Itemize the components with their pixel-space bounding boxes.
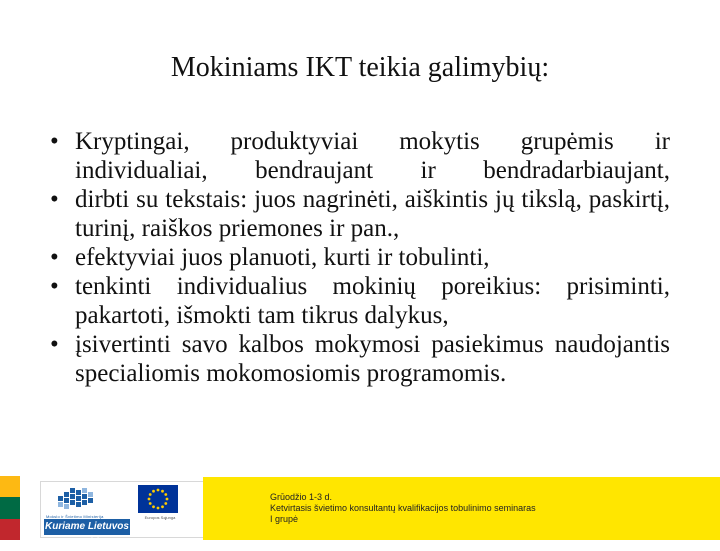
bullet-icon: • xyxy=(50,186,59,213)
bullet-text: tenkinti individualius mokinių poreikius: prisiminti, pakartoti, išmokti tam tikrus dalykus, xyxy=(75,273,670,329)
ministry-logo-slogan: Kuriame Lietuvos ateitį xyxy=(45,521,129,548)
bullet-item xyxy=(50,330,670,388)
footer-line-date: Grūodžio 1-3 d. xyxy=(270,492,333,502)
footer-line-group: I grupė xyxy=(270,514,299,524)
flag-stripe-red xyxy=(0,519,20,540)
footer-line-seminar: Ketvirtasis švietimo konsultantų kvalifikacijos tobulinimo seminaras xyxy=(270,503,536,513)
bullet-list xyxy=(50,127,670,388)
bullet-item xyxy=(50,127,670,185)
flag-stripe-yellow xyxy=(0,476,20,497)
bullet-item xyxy=(50,185,670,243)
bullet-icon: • xyxy=(50,273,59,300)
flag-stripe-green xyxy=(0,497,20,518)
eu-caption: Europos Sąjunga xyxy=(144,515,176,520)
bullet-item xyxy=(50,272,670,330)
bullet-text: įsivertinti savo kalbos mokymosi pasiekimus naudojantis specialiomis mokomosiomis programomis. xyxy=(75,331,670,387)
lithuanian-flag-icon xyxy=(0,476,20,540)
bullet-icon: • xyxy=(50,331,59,358)
bullet-text: efektyviai juos planuoti, kurti ir tobulinti, xyxy=(75,244,490,271)
bullet-icon: • xyxy=(50,128,59,155)
slide-title: Mokiniams IKT teikia galimybių: xyxy=(170,52,550,83)
bullet-item xyxy=(50,243,670,272)
ministry-logo-caption: Mokslo ir Švietimo Ministerija xyxy=(46,514,104,519)
bullet-text: Kryptingai, produktyviai mokytis grupėmis ir individualiai, bendraujant ir bendradarbiaujant, xyxy=(75,128,670,184)
footer-text xyxy=(270,492,536,525)
eu-flag-icon xyxy=(138,485,178,513)
bullet-icon: • xyxy=(50,244,59,271)
ministry-logo-icon xyxy=(56,486,98,514)
bullet-text: dirbti su tekstais: juos nagrinėti, aiškintis jų tikslą, paskirtį, turinį, raiškos priemones ir pan., xyxy=(75,186,670,242)
